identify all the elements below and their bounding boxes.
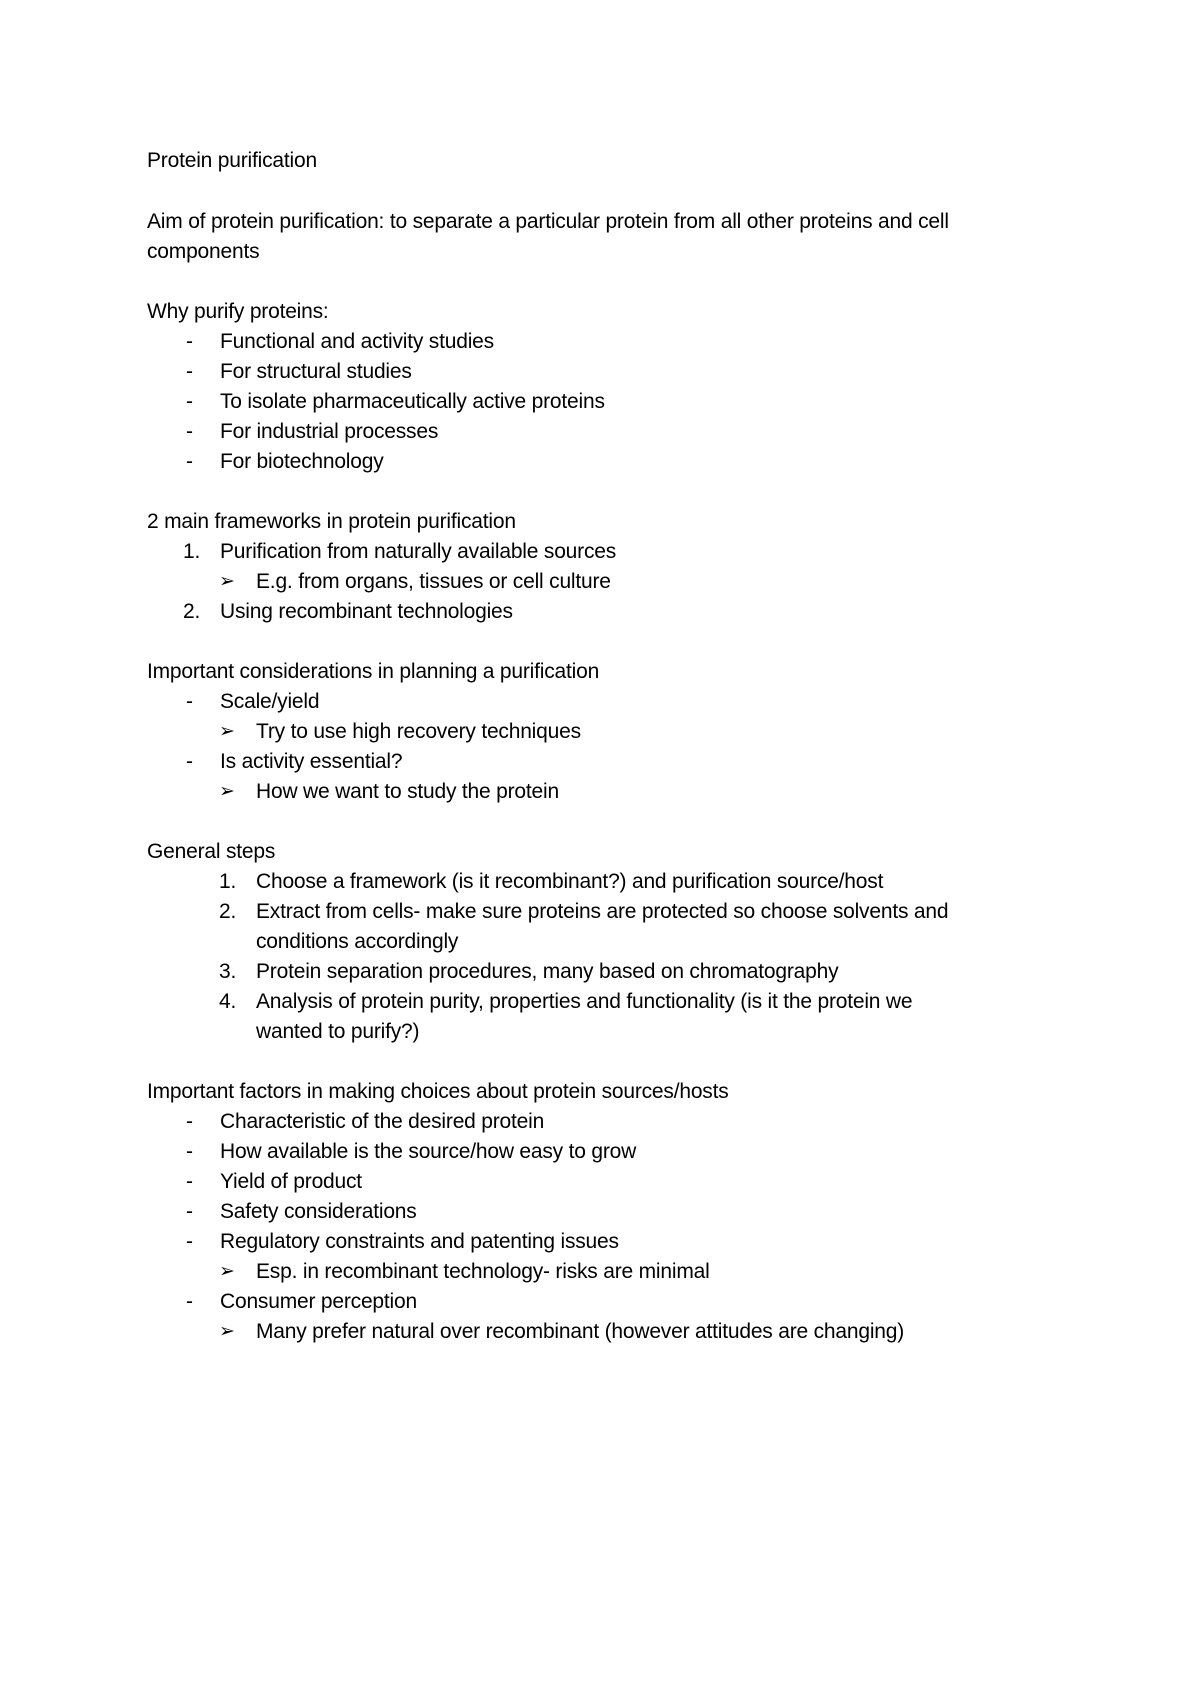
dash-bullet: - <box>186 330 193 353</box>
list-item-text: To isolate pharmaceutically active proteins <box>220 390 605 413</box>
sub-item-text: E.g. from organs, tissues or cell culture <box>256 570 611 593</box>
list-item-text: conditions accordingly <box>256 930 459 953</box>
arrow-bullet-icon: ➢ <box>219 781 235 802</box>
aim-text: components <box>147 240 260 263</box>
number-marker: 1. <box>183 540 201 563</box>
number-marker: 2. <box>183 600 201 623</box>
dash-bullet: - <box>186 1110 193 1133</box>
dash-bullet: - <box>186 1290 193 1313</box>
sub-item-text: Esp. in recombinant technology- risks are minimal <box>256 1260 710 1283</box>
aim-text: Aim of protein purification: to separate a particular protein from all other proteins and cell <box>147 210 949 233</box>
dash-bullet: - <box>186 420 193 443</box>
sub-item-text: Try to use high recovery techniques <box>256 720 581 743</box>
number-marker: 2. <box>219 900 237 923</box>
dash-bullet: - <box>186 1140 193 1163</box>
dash-bullet: - <box>186 1230 193 1253</box>
number-marker: 4. <box>219 990 237 1013</box>
title-text: Protein purification <box>147 149 317 172</box>
list-item-text: Choose a framework (is it recombinant?) and purification source/host <box>256 870 884 893</box>
list-item-text: For biotechnology <box>220 450 384 473</box>
list-item-text: Is activity essential? <box>220 750 403 773</box>
section-heading: General steps <box>147 840 276 863</box>
list-item-text: Functional and activity studies <box>220 330 494 353</box>
arrow-bullet-icon: ➢ <box>219 1261 235 1282</box>
section-heading: Important factors in making choices about protein sources/hosts <box>147 1080 729 1103</box>
sub-item-text: How we want to study the protein <box>256 780 559 803</box>
arrow-bullet-icon: ➢ <box>219 721 235 742</box>
list-item-text: Safety considerations <box>220 1200 417 1223</box>
section-heading: Why purify proteins: <box>147 300 329 323</box>
list-item-text: Yield of product <box>220 1170 362 1193</box>
dash-bullet: - <box>186 390 193 413</box>
list-item-text: For industrial processes <box>220 420 439 443</box>
list-item-text: Extract from cells- make sure proteins are protected so choose solvents and <box>256 900 949 923</box>
list-item-text: wanted to purify?) <box>256 1020 420 1043</box>
dash-bullet: - <box>186 360 193 383</box>
list-item-text: Characteristic of the desired protein <box>220 1110 545 1133</box>
arrow-bullet-icon: ➢ <box>219 1321 235 1342</box>
dash-bullet: - <box>186 1200 193 1223</box>
list-item-text: Scale/yield <box>220 690 320 713</box>
number-marker: 3. <box>219 960 237 983</box>
list-item-text: For structural studies <box>220 360 412 383</box>
list-item-text: Protein separation procedures, many based on chromatography <box>256 960 839 983</box>
sub-item-text: Many prefer natural over recombinant (however attitudes are changing) <box>256 1320 905 1343</box>
list-item-text: Regulatory constraints and patenting issues <box>220 1230 619 1253</box>
dash-bullet: - <box>186 750 193 773</box>
list-item-text: Analysis of protein purity, properties and functionality (is it the protein we <box>256 990 913 1013</box>
list-item-text: Using recombinant technologies <box>220 600 513 623</box>
list-item-text: Purification from naturally available sources <box>220 540 617 563</box>
list-item-text: Consumer perception <box>220 1290 417 1313</box>
list-item-text: How available is the source/how easy to grow <box>220 1140 637 1163</box>
section-heading: 2 main frameworks in protein purification <box>147 510 516 533</box>
dash-bullet: - <box>186 690 193 713</box>
arrow-bullet-icon: ➢ <box>219 571 235 592</box>
dash-bullet: - <box>186 450 193 473</box>
section-heading: Important considerations in planning a purification <box>147 660 600 683</box>
dash-bullet: - <box>186 1170 193 1193</box>
number-marker: 1. <box>219 870 237 893</box>
